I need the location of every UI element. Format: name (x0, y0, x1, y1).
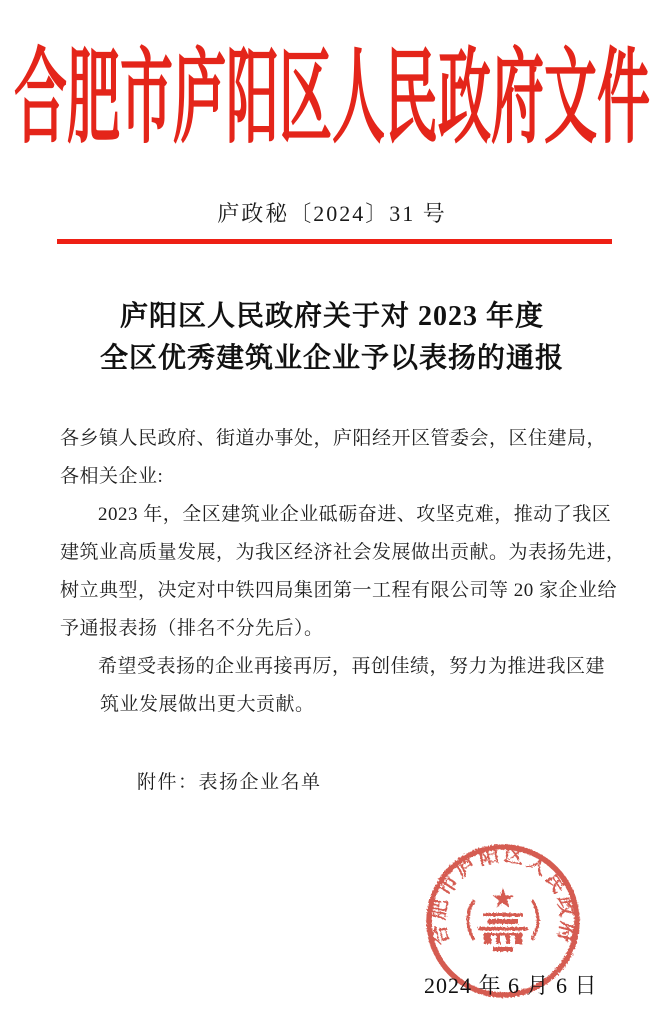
body-line: 各乡镇人民政府、街道办事处，庐阳经开区管委会，区住建局， (60, 428, 607, 449)
body-line: 予通报表扬（排名不分先后）。 (60, 618, 324, 639)
body-line: 筑业发展做出更大贡献。 (100, 694, 315, 715)
body-line: 树立典型，决定对中铁四局集团第一工程有限公司等 20 家企业给 (60, 580, 618, 601)
body-line: 各相关企业: (60, 466, 164, 487)
seal-arc-text: 合肥市庐阳区人民政府 (427, 843, 579, 947)
body-line: 2023 年，全区建筑业企业砥砺奋进、攻坚克难，推动了我区 (98, 504, 612, 525)
document-title (0, 296, 664, 380)
document-title-line2: 全区优秀建筑业企业予以表扬的通报 (99, 343, 564, 374)
body-line: 建筑业高质量发展，为我区经济社会发展做出贡献。为表扬先进， (60, 542, 626, 563)
document-title-line1: 庐阳区人民政府关于对 2023 年度 (119, 301, 544, 332)
masthead-title: 合肥市庐阳区人民政府文件 (14, 43, 650, 157)
doc-number: 庐政秘〔2024〕31 号 (217, 201, 447, 226)
red-divider-rule (57, 239, 612, 244)
body-line: 希望受表扬的企业再接再厉，再创佳绩，努力为推进我区建 (98, 656, 606, 677)
date-text: 2024 年 6 月 6 日 (424, 973, 598, 998)
body-text (60, 420, 626, 724)
national-emblem-icon (468, 888, 538, 952)
attachment-line: 附件：表扬企业名单 (137, 772, 322, 793)
